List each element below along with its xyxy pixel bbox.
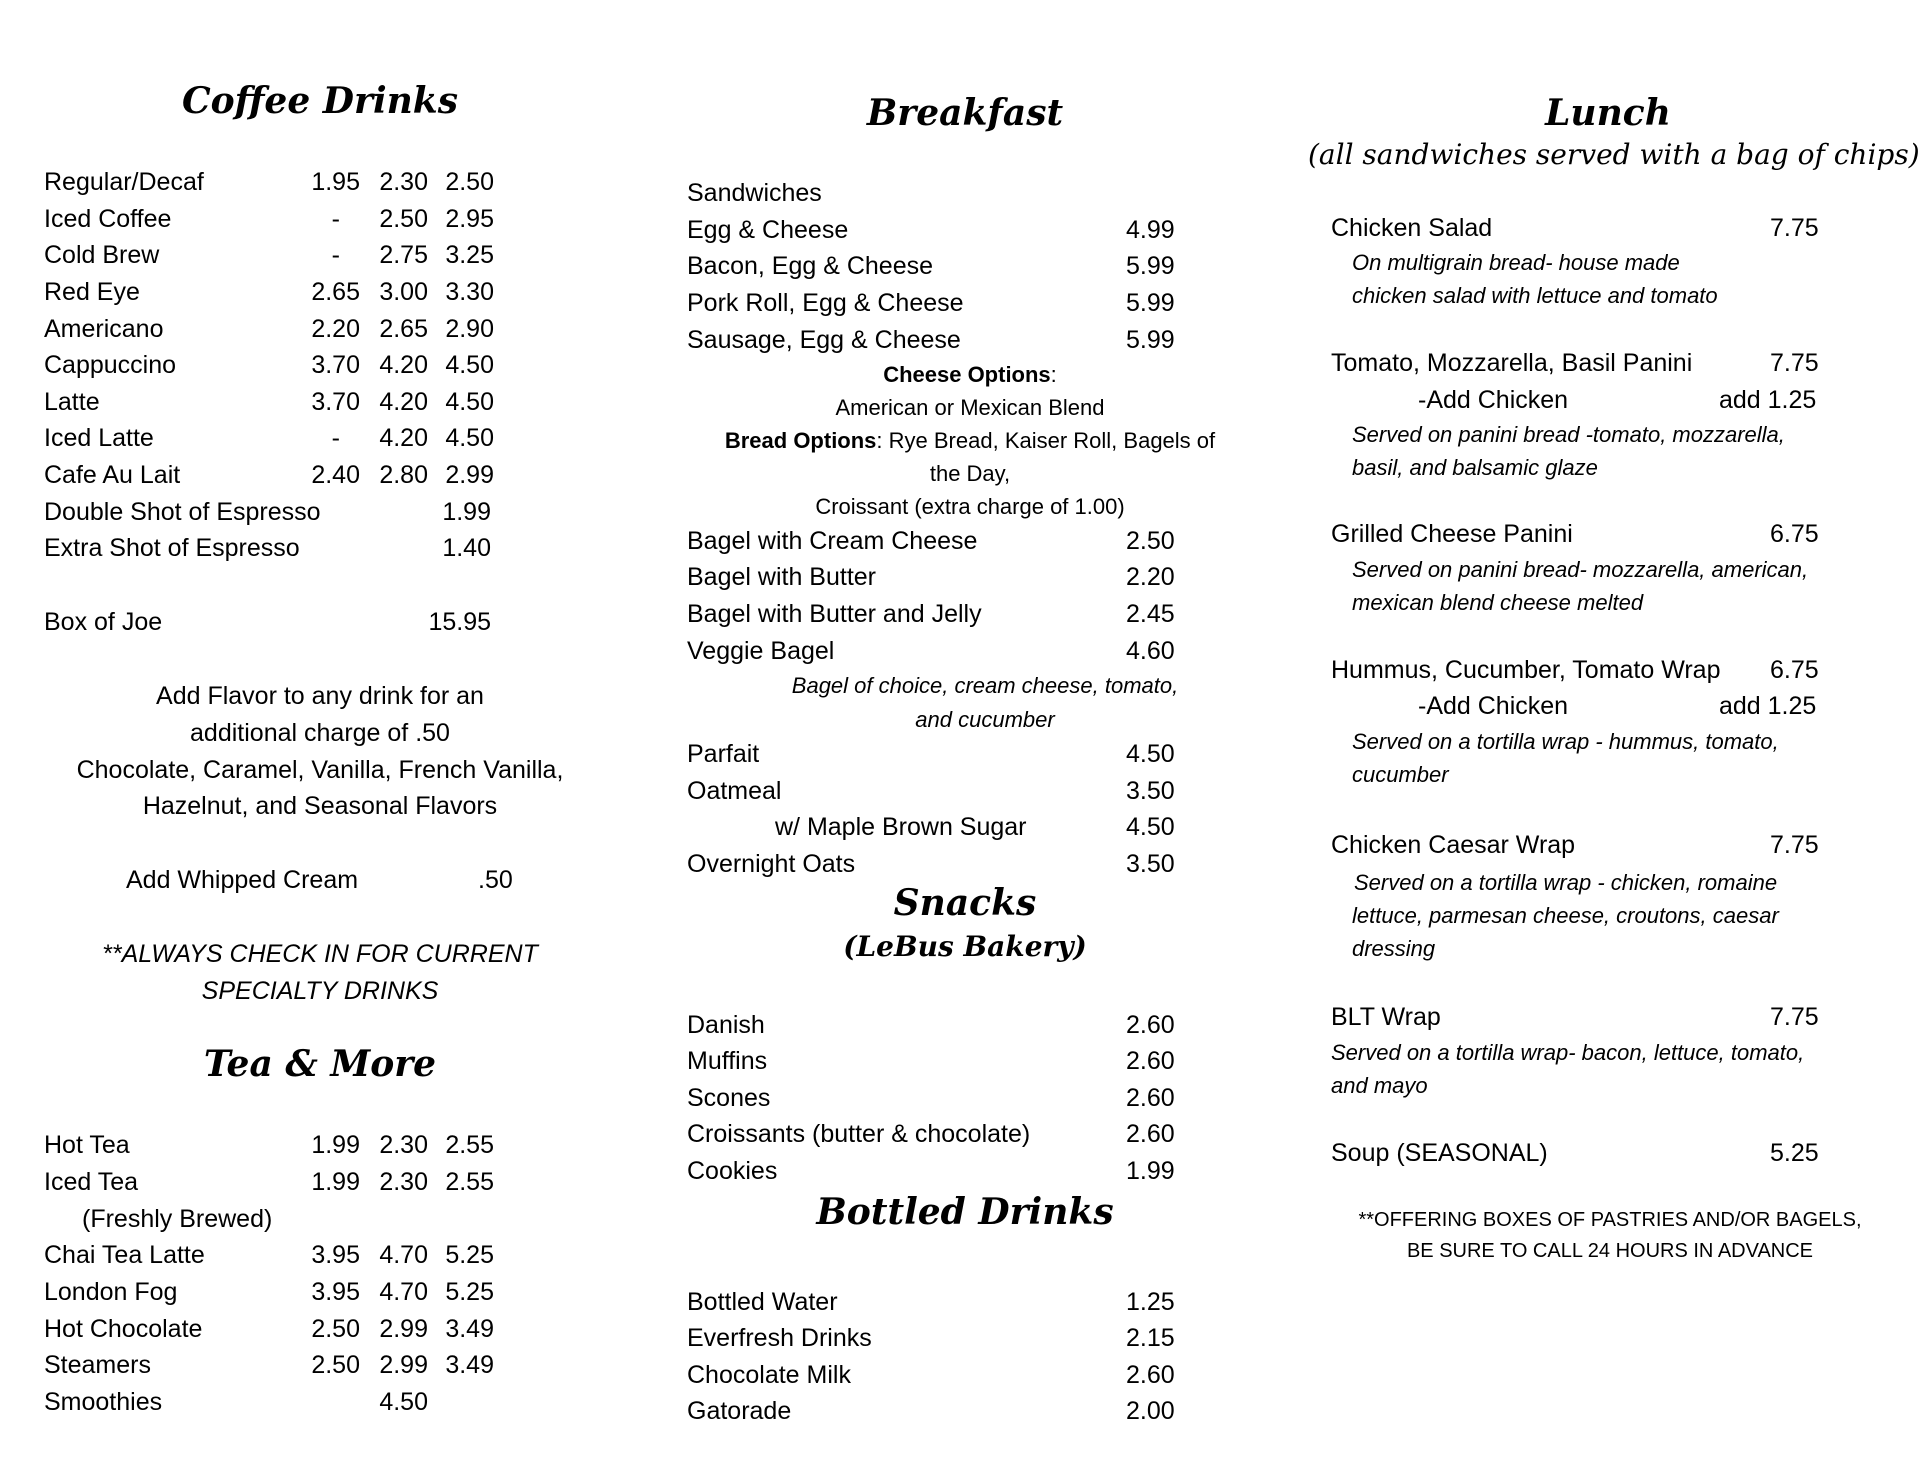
item-name: Cappuccino [44,351,177,379]
flavor-list: Chocolate, Caramel, Vanilla, French Vanilla, [76,756,564,784]
item-price: 3.50 [1126,850,1175,878]
item-name: Steamers [44,1351,151,1379]
item-description: Served on a tortilla wrap - hummus, tomato, [1352,729,1779,754]
item-price: 2.60 [1126,1084,1175,1112]
veggie-bagel-description: and cucumber [915,707,1055,732]
price-medium: 4.20 [379,424,428,452]
item-price: 7.75 [1770,214,1819,242]
item-name: Bagel with Butter [687,563,876,591]
item-price: 7.75 [1770,1003,1819,1031]
price-large: 2.95 [445,205,494,233]
item-price: .50 [478,866,513,894]
breakfast-heading: Breakfast [866,92,1064,134]
price-medium: 4.70 [379,1241,428,1269]
item-price: 2.60 [1126,1011,1175,1039]
item-name: Soup (SEASONAL) [1331,1139,1548,1167]
cheese-options-text: American or Mexican Blend [835,395,1105,420]
item-description: and mayo [1331,1073,1428,1098]
item-name: Cold Brew [44,241,160,269]
lunch-heading: Lunch [1545,92,1671,134]
price-large: 3.25 [445,241,494,269]
item-price: 2.15 [1126,1324,1175,1352]
item-name: Grilled Cheese Panini [1331,520,1573,548]
item-price: 15.95 [428,608,491,636]
price-small: 2.65 [311,278,360,306]
price-small: - [331,205,340,233]
price-large: 4.50 [445,424,494,452]
item-description: basil, and balsamic glaze [1352,455,1598,480]
item-name: Bagel with Butter and Jelly [687,600,982,628]
item-description: dressing [1352,936,1436,961]
item-name: Red Eye [44,278,140,306]
bread-options-text: : Rye Bread, Kaiser Roll, Bagels of [876,428,1216,453]
price-medium: 2.99 [379,1315,428,1343]
item-price: 6.75 [1770,520,1819,548]
cheese-options [690,364,1250,386]
item-price: 5.25 [1770,1139,1819,1167]
item-name: Latte [44,388,100,416]
item-name: Egg & Cheese [687,216,849,244]
advance-order-note: BE SURE TO CALL 24 HOURS IN ADVANCE [1406,1240,1814,1262]
item-name: London Fog [44,1278,178,1306]
item-price: 2.60 [1126,1120,1175,1148]
addon-name: -Add Chicken [1418,386,1569,414]
flavor-note: additional charge of .50 [190,719,450,747]
price-large: 4.50 [445,388,494,416]
item-price: 5.99 [1126,289,1175,317]
price-small: 3.70 [311,351,360,379]
item-name: Add Whipped Cream [126,866,359,894]
item-name: Iced Latte [44,424,154,452]
bread-options-label: Bread Options [724,428,877,453]
price-medium: 2.65 [379,315,428,343]
bread-options-text: the Day, [929,461,1011,486]
item-name: Tomato, Mozzarella, Basil Panini [1331,349,1693,377]
item-name: Smoothies [44,1388,163,1416]
item-description: lettuce, parmesan cheese, croutons, caesar [1352,903,1779,928]
price-small: - [331,424,340,452]
item-name: Iced Coffee [44,205,172,233]
item-name: Bacon, Egg & Cheese [687,252,933,280]
price-large: 3.49 [445,1351,494,1379]
specialty-note: SPECIALTY DRINKS [201,977,439,1005]
price-small: 1.99 [311,1168,360,1196]
item-name: Cookies [687,1157,778,1185]
item-price: 1.25 [1126,1288,1175,1316]
item-price: 6.75 [1770,656,1819,684]
addon-name: -Add Chicken [1418,692,1569,720]
item-name: Box of Joe [44,608,163,636]
price-small: 2.50 [311,1315,360,1343]
item-name: Cafe Au Lait [44,461,181,489]
item-name: Veggie Bagel [687,637,835,665]
item-description: cucumber [1352,762,1449,787]
item-name: Parfait [687,740,760,768]
item-name: Muffins [687,1047,768,1075]
item-price: 1.99 [1126,1157,1175,1185]
item-price: 3.50 [1126,777,1175,805]
lunch-subtitle: (all sandwiches served with a bag of chips) [1308,138,1920,171]
item-name: Hummus, Cucumber, Tomato Wrap [1331,656,1721,684]
item-name: Danish [687,1011,765,1039]
item-price: 5.99 [1126,252,1175,280]
addon-price: add 1.25 [1719,386,1817,414]
price-large: 3.30 [445,278,494,306]
item-name: Iced Tea [44,1168,139,1196]
coffee-drinks-heading: Coffee Drinks [181,80,459,122]
flavor-list: Hazelnut, and Seasonal Flavors [142,792,498,820]
price-large: 2.90 [445,315,494,343]
price-medium: 2.75 [379,241,428,269]
price-large: 5.25 [445,1241,494,1269]
price-small: 3.95 [311,1241,360,1269]
item-name: Bottled Water [687,1288,838,1316]
price-medium: 2.80 [379,461,428,489]
bread-options [690,430,1250,452]
bottled-drinks-heading: Bottled Drinks [816,1191,1114,1233]
item-name: Double Shot of Espresso [44,498,321,526]
specialty-note: **ALWAYS CHECK IN FOR CURRENT [102,940,538,968]
item-name: Chocolate Milk [687,1361,851,1389]
item-name: Pork Roll, Egg & Cheese [687,289,964,317]
item-description: Served on panini bread -tomato, mozzarella, [1352,422,1785,447]
item-price: 5.99 [1126,326,1175,354]
price-small: 2.50 [311,1351,360,1379]
item-price: 4.99 [1126,216,1175,244]
item-name: Chai Tea Latte [44,1241,205,1269]
item-description: chicken salad with lettuce and tomato [1352,283,1718,308]
price-small: 3.70 [311,388,360,416]
item-price: 7.75 [1770,349,1819,377]
price-large: 2.99 [445,461,494,489]
price-large: 4.50 [445,351,494,379]
item-name: Sausage, Egg & Cheese [687,326,961,354]
price-medium: 4.50 [379,1388,428,1416]
item-name: BLT Wrap [1331,1003,1441,1031]
tea-item-note: (Freshly Brewed) [82,1205,273,1233]
tea-heading: Tea & More [203,1043,437,1085]
price-medium: 2.30 [379,1131,428,1159]
item-price: 2.60 [1126,1047,1175,1075]
price-large: 3.49 [445,1315,494,1343]
item-name: Overnight Oats [687,850,856,878]
price-large: 5.25 [445,1278,494,1306]
addon-price: add 1.25 [1719,692,1817,720]
price-large: 1.99 [442,498,491,526]
price-medium: 4.70 [379,1278,428,1306]
price-small: 1.95 [311,168,360,196]
snacks-heading: Snacks [893,882,1037,924]
item-name: w/ Maple Brown Sugar [775,813,1027,841]
price-small: 1.99 [311,1131,360,1159]
item-description: mexican blend cheese melted [1352,590,1644,615]
item-description: Served on a tortilla wrap - chicken, romaine [1354,870,1778,895]
item-name: Chicken Salad [1331,214,1493,242]
item-price: 2.60 [1126,1361,1175,1389]
item-name: Scones [687,1084,771,1112]
price-medium: 2.30 [379,1168,428,1196]
item-price: 2.45 [1126,600,1175,628]
item-name: Hot Chocolate [44,1315,203,1343]
item-name: Bagel with Cream Cheese [687,527,978,555]
item-price: 4.50 [1126,813,1175,841]
item-name: Gatorade [687,1397,792,1425]
cheese-options-label: Cheese Options [883,362,1051,387]
item-name: Chicken Caesar Wrap [1331,831,1576,859]
price-medium: 2.99 [379,1351,428,1379]
item-name: Americano [44,315,164,343]
item-price: 2.50 [1126,527,1175,555]
item-description: Served on a tortilla wrap- bacon, lettuce, tomato, [1331,1040,1805,1065]
item-name: Hot Tea [44,1131,130,1159]
price-large: 2.50 [445,168,494,196]
item-name: Regular/Decaf [44,168,204,196]
price-medium: 4.20 [379,351,428,379]
item-price: 7.75 [1770,831,1819,859]
price-small: - [331,241,340,269]
cheese-options-colon: : [1050,362,1057,387]
price-medium: 4.20 [379,388,428,416]
price-large: 2.55 [445,1131,494,1159]
price-small: 2.40 [311,461,360,489]
veggie-bagel-description: Bagel of choice, cream cheese, tomato, [791,673,1179,698]
price-large: 2.55 [445,1168,494,1196]
item-price: 2.20 [1126,563,1175,591]
item-name: Everfresh Drinks [687,1324,872,1352]
item-description: On multigrain bread- house made [1352,250,1680,275]
price-medium: 2.30 [379,168,428,196]
item-name: Extra Shot of Espresso [44,534,300,562]
item-price: 4.60 [1126,637,1175,665]
price-large: 1.40 [442,534,491,562]
price-small: 2.20 [311,315,360,343]
price-medium: 2.50 [379,205,428,233]
sandwiches-label: Sandwiches [687,179,822,207]
price-small: 3.95 [311,1278,360,1306]
item-price: 4.50 [1126,740,1175,768]
price-medium: 3.00 [379,278,428,306]
item-price: 2.00 [1126,1397,1175,1425]
item-name: Croissants (butter & chocolate) [687,1120,1031,1148]
flavor-note: Add Flavor to any drink for an [156,682,484,710]
bread-options-text: Croissant (extra charge of 1.00) [815,494,1125,519]
item-description: Served on panini bread- mozzarella, american, [1352,557,1809,582]
item-name: Oatmeal [687,777,782,805]
snacks-subtitle: (LeBus Bakery) [843,930,1087,963]
advance-order-note: **OFFERING BOXES OF PASTRIES AND/OR BAGELS, [1358,1209,1862,1231]
